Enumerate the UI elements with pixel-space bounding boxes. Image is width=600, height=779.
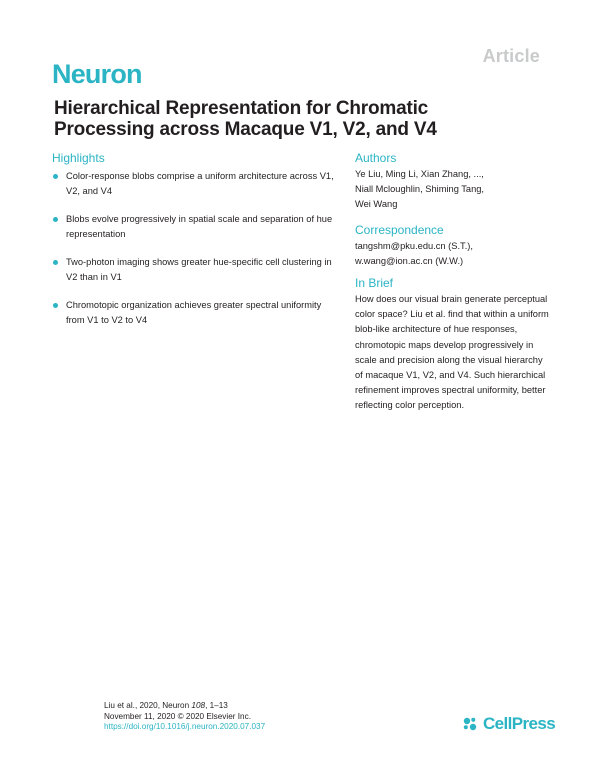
highlight-text: Chromotopic organization achieves greater spectral uniformity from V1 to V2 to V4 bbox=[66, 300, 322, 325]
highlight-item bbox=[52, 298, 342, 328]
cellpress-wordmark: CellPress bbox=[483, 714, 556, 733]
citation-block bbox=[104, 701, 265, 733]
highlight-text: Color-response blobs comprise a uniform architecture across V1, V2, and V4 bbox=[66, 171, 334, 196]
correspondence-email-link[interactable]: w.wang@ion.ac.cn (W.W.) bbox=[355, 256, 464, 267]
authors-line: Wei Wang bbox=[355, 199, 398, 210]
cellpress-logo-icon bbox=[461, 715, 479, 733]
authors-line: Niall Mcloughlin, Shiming Tang, bbox=[355, 184, 485, 195]
authors-line: Ye Liu, Ming Li, Xian Zhang, ..., bbox=[355, 169, 484, 179]
bullet-icon bbox=[53, 217, 58, 222]
highlight-item bbox=[52, 212, 342, 242]
article-type-label: Article bbox=[482, 46, 540, 66]
citation-line-1 bbox=[104, 701, 265, 712]
bullet-icon bbox=[53, 303, 58, 308]
highlight-text: Blobs evolve progressively in spatial scale and separation of hue representation bbox=[66, 214, 333, 239]
citation-pages: , 1–13 bbox=[205, 701, 228, 710]
bullet-icon bbox=[53, 174, 58, 179]
in-brief-heading: In Brief bbox=[355, 276, 394, 290]
highlight-text: Two-photon imaging shows greater hue-specific cell clustering in V2 than in V1 bbox=[66, 257, 332, 282]
correspondence-email-link[interactable]: tangshm@pku.edu.cn (S.T.), bbox=[355, 241, 473, 251]
journal-name: Neuron bbox=[52, 59, 142, 89]
citation-journal: Liu et al., 2020, Neuron bbox=[104, 701, 192, 710]
correspondence-heading: Correspondence bbox=[355, 223, 444, 237]
in-brief-text: How does our visual brain generate perceptual color space? Liu et al. find that within a uniform blob-like architecture of hue responses, chromotopic maps develop progressively in scale and precision along the visual hierarchy of macaque V1, V2, and V4. Such hierarchical refinement improves spectral uniformity, better reflecting color perception. bbox=[355, 294, 549, 411]
highlights-section bbox=[52, 151, 342, 341]
highlights-heading: Highlights bbox=[52, 151, 105, 165]
citation-line-2: November 11, 2020 © 2020 Elsevier Inc. bbox=[104, 711, 251, 721]
highlights-list bbox=[52, 169, 342, 328]
article-title: Hierarchical Representation for Chromatic Processing across Macaque V1, V2, and V4 bbox=[54, 98, 437, 140]
doi-link[interactable]: https://doi.org/10.1016/j.neuron.2020.07.037 bbox=[104, 722, 266, 731]
cellpress-logo bbox=[461, 714, 555, 734]
citation-volume: 108 bbox=[191, 701, 206, 710]
highlight-item bbox=[52, 169, 342, 199]
correspondence-section bbox=[355, 223, 551, 269]
bullet-icon bbox=[53, 260, 58, 265]
authors-section bbox=[355, 151, 551, 213]
in-brief-section bbox=[355, 276, 551, 414]
highlight-item bbox=[52, 255, 342, 285]
authors-heading: Authors bbox=[355, 151, 397, 165]
